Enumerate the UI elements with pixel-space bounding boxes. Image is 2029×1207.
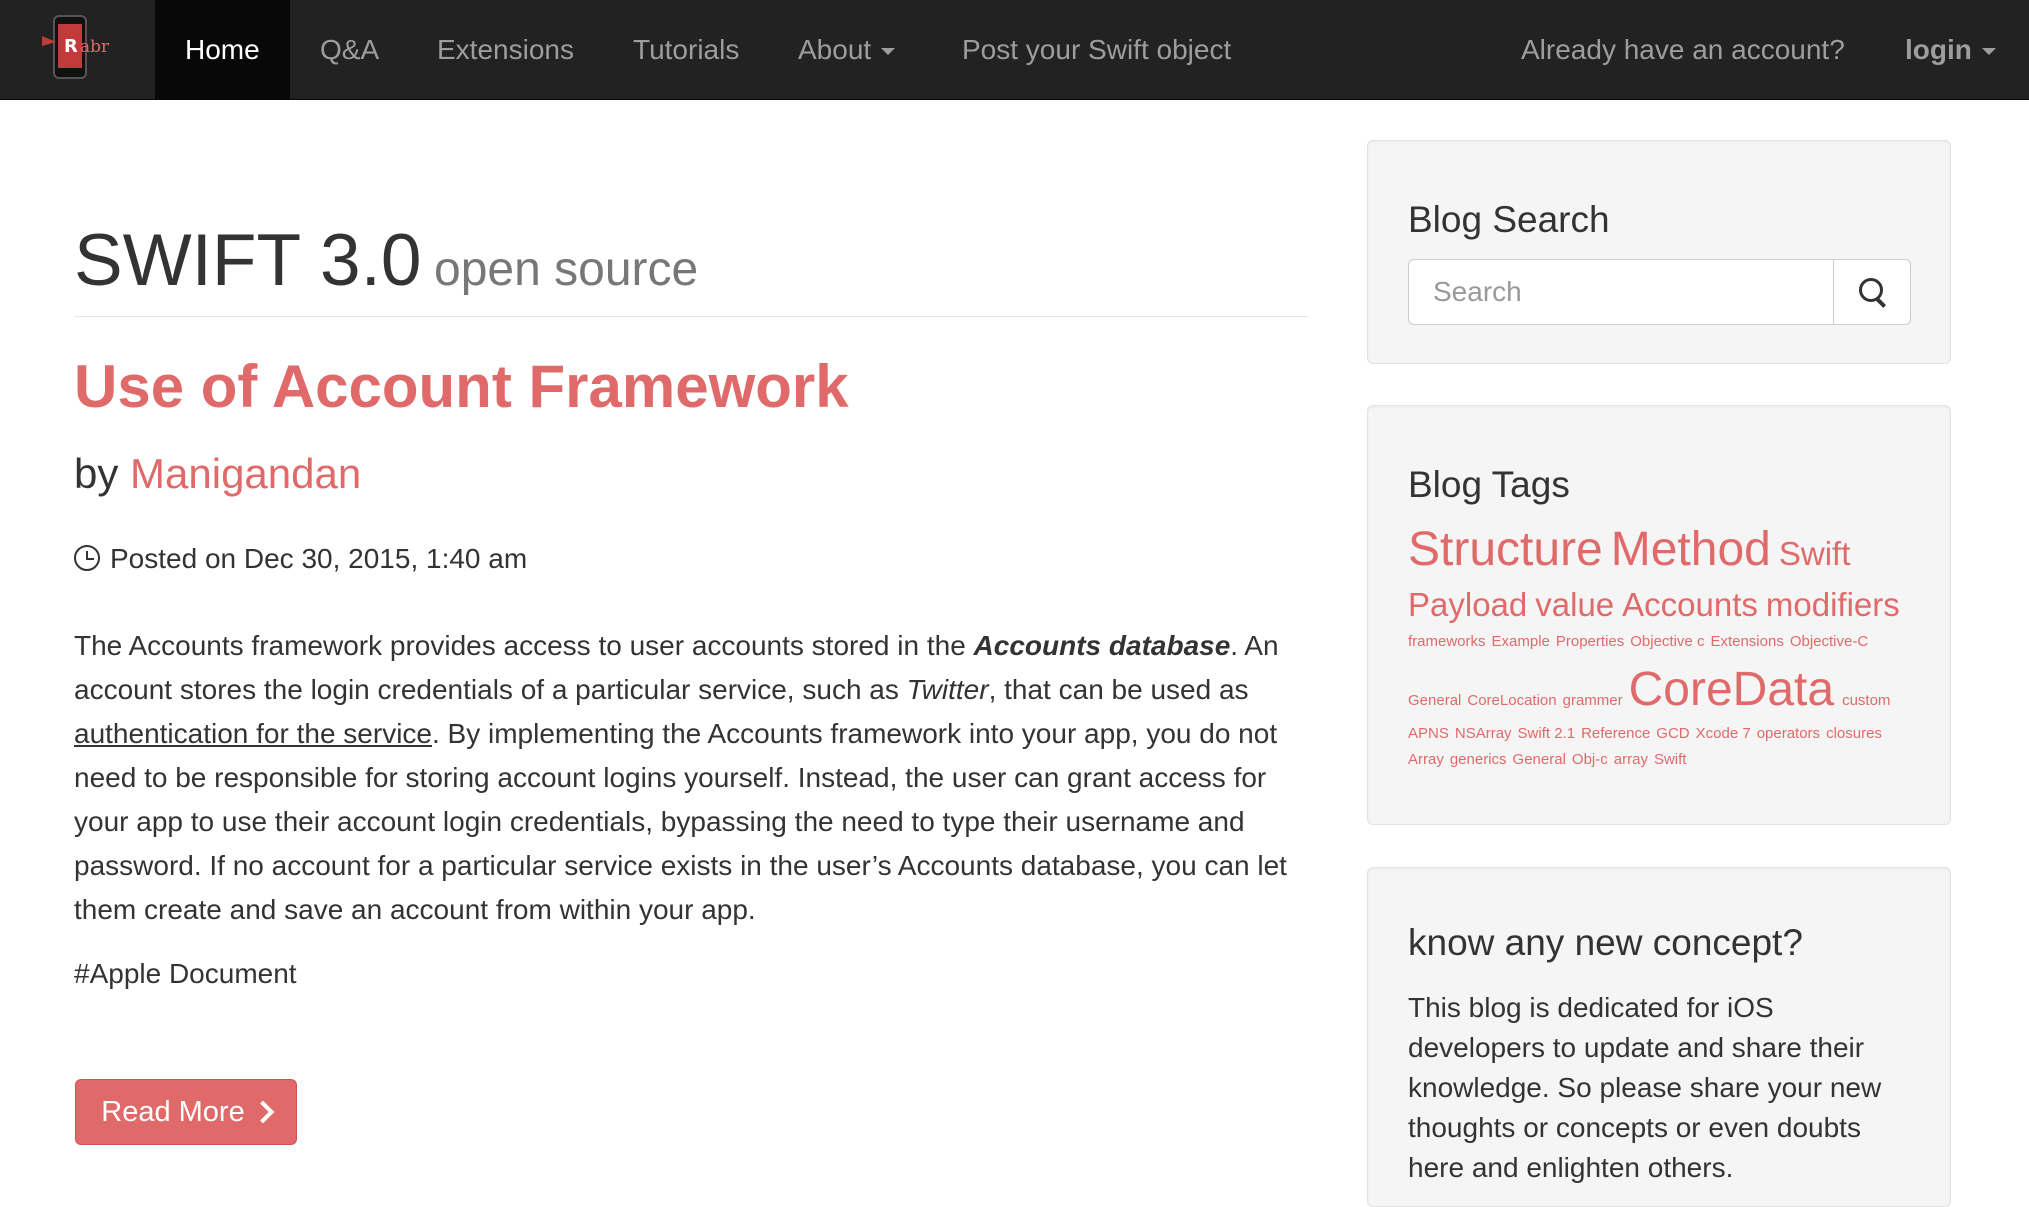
page-title: SWIFT 3.0 <box>74 220 422 301</box>
tag-link[interactable]: General <box>1512 751 1566 768</box>
tag-link[interactable]: Accounts <box>1622 586 1758 623</box>
tag-link[interactable]: Reference <box>1581 725 1651 742</box>
tag-link[interactable]: Payload <box>1408 586 1528 623</box>
tag-link[interactable]: Example <box>1491 633 1550 650</box>
excerpt-text-1: The Accounts framework provides access to user accounts stored in the <box>74 630 974 661</box>
tag-link[interactable]: General <box>1408 692 1462 709</box>
tag-link[interactable]: array <box>1613 751 1648 768</box>
excerpt-italic-twitter: Twitter <box>906 674 989 705</box>
authentication-link[interactable]: authentication for the service <box>74 718 432 749</box>
tag-link[interactable]: Array <box>1408 751 1444 768</box>
nav-post-swift-object[interactable]: Post your Swift object <box>962 34 1232 65</box>
post-date <box>74 543 527 575</box>
tag-link[interactable]: Obj-c <box>1571 751 1608 768</box>
read-more-button[interactable] <box>75 1079 297 1145</box>
tag-link[interactable]: Properties <box>1555 633 1625 650</box>
blog-tags-title: Blog Tags <box>1408 464 1570 505</box>
post-title-link[interactable]: Use of Account Framework <box>74 353 849 420</box>
tag-link[interactable]: CoreLocation <box>1467 692 1557 709</box>
tag-link[interactable]: grammer <box>1562 692 1623 709</box>
chevron-right-icon <box>251 1101 274 1124</box>
concept-panel <box>1367 867 1951 1207</box>
login-dropdown[interactable] <box>1905 0 1996 99</box>
nav-about-label: About <box>798 34 872 65</box>
clock-icon <box>74 545 100 571</box>
excerpt-text-4: . By implementing the Accounts framework into your app, you do not need to be responsible for storing account logins yourself. Instead, the user can grant access for your app to use their account login credentials, bypassing the need to type their username and password. If no account for a particular service exists in the user’s Accounts database, you can let them create and save an account from within your app. <box>74 718 1287 925</box>
tag-link[interactable]: modifiers <box>1765 586 1900 623</box>
page-subtitle: open source <box>434 243 699 296</box>
tag-link[interactable]: NSArray <box>1454 725 1512 742</box>
tag-row <box>1408 752 1692 768</box>
tag-link[interactable]: CoreData <box>1628 663 1835 716</box>
caret-down-icon <box>1982 48 1996 55</box>
tag-link[interactable]: value <box>1535 586 1615 623</box>
author-link[interactable]: Manigandan <box>130 450 362 497</box>
tag-row <box>1408 726 1888 742</box>
excerpt-text-3: , that can be used as <box>988 674 1249 705</box>
tag-link[interactable]: APNS <box>1408 725 1449 742</box>
blog-search-title: Blog Search <box>1408 199 1610 240</box>
excerpt-bold-accounts-database: Accounts database <box>973 630 1231 661</box>
tag-link[interactable]: Swift 2.1 <box>1517 725 1576 742</box>
tag-link[interactable]: Structure <box>1408 523 1603 576</box>
tag-link[interactable]: closures <box>1826 725 1882 742</box>
read-more-label: Read More <box>101 1096 245 1128</box>
tag-row <box>1408 634 1874 650</box>
tag-link[interactable]: operators <box>1756 725 1821 742</box>
tag-link[interactable]: Xcode 7 <box>1695 725 1751 742</box>
by-label: by <box>74 450 119 497</box>
excerpt-text-2: . An account stores the login credentials of a particular service, such as <box>74 630 1279 705</box>
nav-about-dropdown[interactable] <box>798 0 895 99</box>
login-label: login <box>1905 34 1972 65</box>
posted-text: Posted on Dec 30, 2015, 1:40 am <box>110 543 528 574</box>
tag-link[interactable]: generics <box>1449 751 1507 768</box>
post-hashtag: #Apple Document <box>74 958 297 989</box>
svg-text:R: R <box>64 36 78 57</box>
tag-row <box>1408 663 1896 716</box>
account-prompt[interactable]: Already have an account? <box>1521 34 1845 65</box>
brand-logo[interactable] <box>34 14 120 86</box>
nav-tutorials[interactable]: Tutorials <box>633 34 740 65</box>
tag-link[interactable]: Method <box>1610 523 1771 576</box>
brand-text: abr <box>80 37 110 57</box>
caret-down-icon <box>881 48 895 55</box>
page-header <box>74 214 1308 317</box>
tag-link[interactable]: Extensions <box>1710 633 1784 650</box>
post-byline <box>74 450 361 498</box>
logo-icon <box>34 14 120 86</box>
concept-text: This blog is dedicated for iOS developers to update and share their knowledge. So please share your new thoughts or concepts or even doubts here and enlighten others. <box>1408 992 1882 1183</box>
top-navbar <box>0 0 2029 100</box>
search-button[interactable] <box>1833 259 1911 325</box>
tag-row <box>1408 588 1908 621</box>
nav-qa[interactable]: Q&A <box>320 34 380 65</box>
tag-link[interactable]: Objective c <box>1630 633 1705 650</box>
post-excerpt <box>74 624 1314 932</box>
nav-extensions[interactable]: Extensions <box>437 34 574 65</box>
search-icon <box>1859 278 1883 302</box>
blog-tags-panel <box>1367 405 1951 825</box>
concept-title: know any new concept? <box>1408 922 1803 963</box>
tag-link[interactable]: frameworks <box>1408 633 1486 650</box>
tag-link[interactable]: GCD <box>1656 725 1690 742</box>
tag-link[interactable]: Swift <box>1778 535 1851 572</box>
tag-link[interactable]: Swift <box>1653 751 1687 768</box>
tag-link[interactable]: custom <box>1842 692 1891 709</box>
tag-link[interactable]: Objective-C <box>1789 633 1869 650</box>
search-input[interactable] <box>1408 259 1834 325</box>
blog-search-panel <box>1367 140 1951 364</box>
nav-home[interactable]: Home <box>155 0 290 99</box>
tag-row <box>1408 523 1858 576</box>
